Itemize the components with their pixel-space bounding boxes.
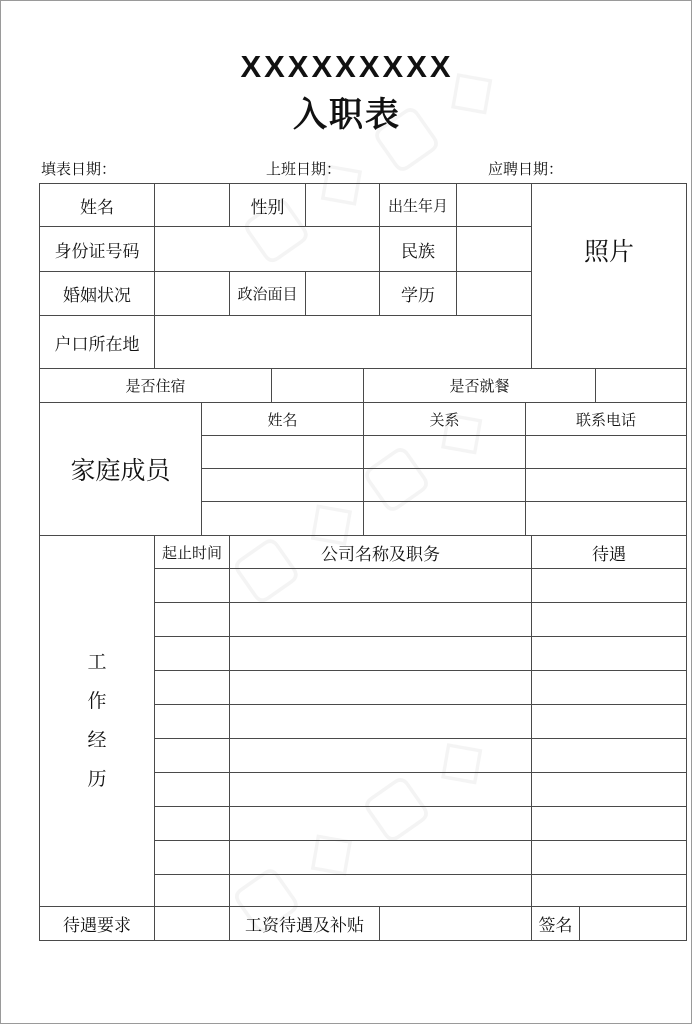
id-number-label: 身份证号码 [54, 241, 140, 262]
gender-label: 性别 [250, 197, 285, 218]
ethnicity-label: 民族 [401, 241, 435, 262]
family-header-relation: 关系 [429, 410, 460, 429]
fill-date-label: 填表日期： [41, 160, 117, 178]
hukou-label: 户口所在地 [54, 334, 140, 355]
salary-requirement-label: 待遇要求 [63, 916, 131, 936]
photo-box: 照片 [583, 237, 634, 266]
work-header-salary: 待遇 [592, 544, 626, 565]
work-header-period: 起止时间 [161, 543, 222, 562]
dining-label: 是否就餐 [449, 377, 510, 395]
family-header-name: 姓名 [267, 410, 298, 429]
form-code: XXXXXXXXX [240, 49, 454, 84]
marital-status-label: 婚姻状况 [63, 286, 131, 306]
family-header-phone: 联系电话 [575, 410, 636, 429]
work-experience-title: 工 作 经 历 [87, 651, 107, 790]
start-date-label: 上班日期： [266, 160, 342, 178]
name-label: 姓名 [80, 197, 114, 218]
education-label: 学历 [401, 286, 435, 306]
political-status-label: 政治面目 [237, 285, 298, 303]
work-header-company: 公司名称及职务 [321, 544, 440, 565]
apply-date-label: 应聘日期： [488, 160, 564, 178]
salary-benefit-label: 工资待遇及补贴 [245, 916, 364, 936]
signature-label: 签名 [538, 916, 573, 936]
family-members-title: 家庭成员 [70, 456, 171, 485]
housing-label: 是否住宿 [125, 377, 186, 395]
birth-label: 出生年月 [387, 196, 448, 215]
page-title: 入职表 [293, 95, 401, 135]
